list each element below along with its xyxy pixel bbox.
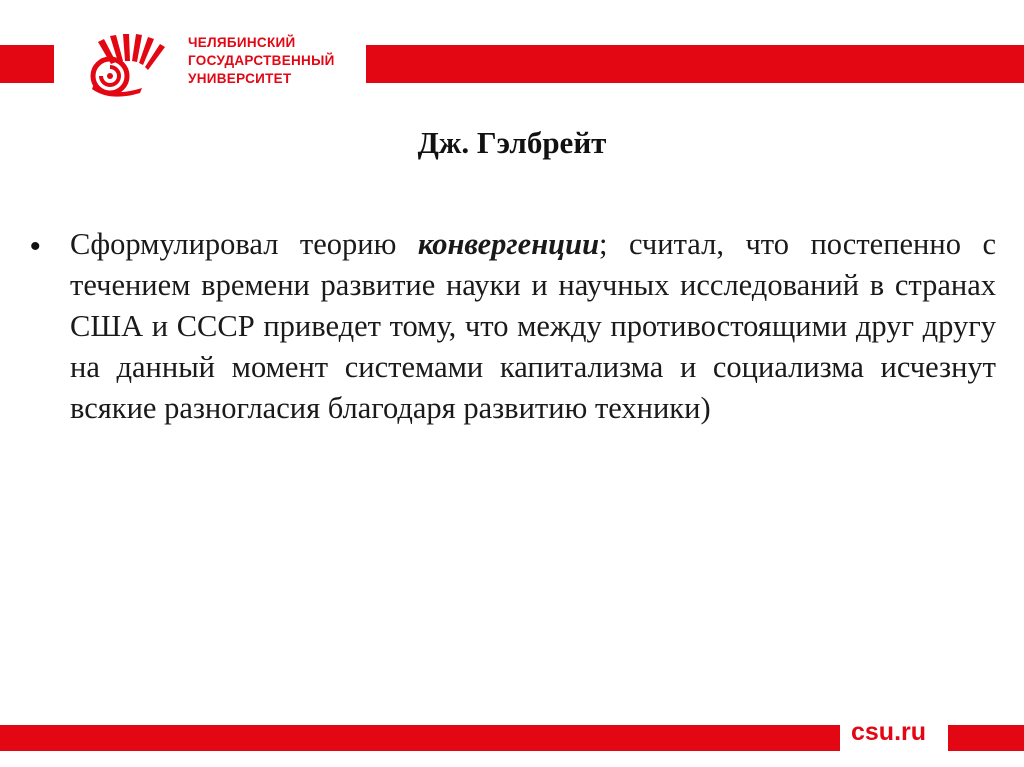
footer-red-bar-left — [0, 725, 840, 751]
bullet-marker: • — [30, 230, 41, 263]
header-red-bar-left — [0, 45, 54, 83]
university-name-line-2: ГОСУДАРСТВЕННЫЙ — [188, 53, 335, 68]
header-red-bar-right — [366, 45, 1024, 83]
university-name-line-3: УНИВЕРСИТЕТ — [188, 71, 292, 86]
bullet-text-end: ; считал, что постепенно с течением времени развитие науки и научных исследований в странах США и СССР приведет тому, что между противостоящими друг другу на данный момент системами капитализма и социализма исчезнут всякие разногласия благодаря развитию техники) — [70, 227, 996, 425]
slide-title: Дж. Гэлбрейт — [417, 125, 607, 160]
university-name — [188, 34, 368, 88]
university-logo-icon — [80, 32, 180, 97]
footer-red-bar-right — [948, 725, 1024, 751]
bullet-text-start: Сформулировал теорию — [70, 227, 418, 261]
bullet-text-emphasis: конвергенции — [417, 227, 600, 261]
footer-site-link[interactable]: csu.ru — [851, 718, 927, 746]
university-name-line-1: ЧЕЛЯБИНСКИЙ — [188, 35, 296, 50]
bullet-text — [70, 224, 996, 429]
